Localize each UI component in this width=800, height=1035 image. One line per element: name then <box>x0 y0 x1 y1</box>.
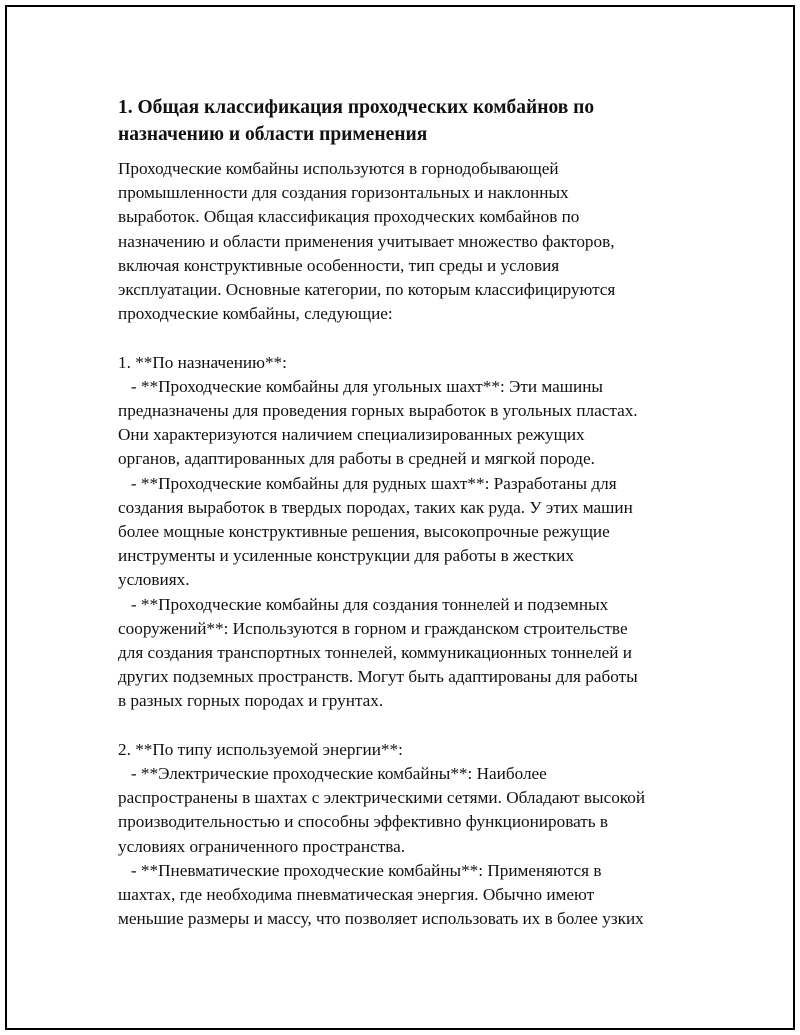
document-title <box>118 94 698 148</box>
text-line: 2. **По типу используемой энергии**: <box>118 739 403 759</box>
title-line: 1. Общая классификация проходческих комбайнов по <box>118 97 595 118</box>
text-line: эксплуатации. Основные категории, по которым классифицируются <box>118 280 616 300</box>
section-by-purpose <box>118 351 698 714</box>
text-line: - **Электрические проходческие комбайны**: Наиболее <box>118 764 547 784</box>
text-line: проходческие комбайны, следующие: <box>118 304 393 324</box>
text-line: промышленности для создания горизонтальных и наклонных <box>118 183 569 203</box>
text-line: включая конструктивные особенности, тип среды и условия <box>118 255 560 275</box>
text-line: более мощные конструктивные решения, высокопрочные режущие <box>118 522 610 542</box>
text-line: - **Проходческие комбайны для рудных шахт**: Разработаны для <box>118 473 617 493</box>
text-line: меньшие размеры и массу, что позволяет использовать их в более узких <box>118 909 644 929</box>
text-line: шахтах, где необходима пневматическая энергия. Обычно имеют <box>118 885 595 905</box>
text-line: назначению и области применения учитывает множество факторов, <box>118 231 615 251</box>
title-line: назначению и области применения <box>118 124 428 145</box>
text-line: выработок. Общая классификация проходческих комбайнов по <box>118 207 580 227</box>
text-line: Проходческие комбайны используются в горнодобывающей <box>118 159 559 178</box>
text-line: органов, адаптированных для работы в средней и мягкой породе. <box>118 449 595 469</box>
text-line: инструменты и усиленные конструкции для работы в жестких <box>118 546 574 566</box>
text-line: 1. **По назначению**: <box>118 352 287 372</box>
document-body <box>118 94 698 931</box>
text-line: в разных горных породах и грунтах. <box>118 691 384 711</box>
section-by-energy <box>118 738 698 932</box>
text-line: - **Пневматические проходческие комбайны**: Применяются в <box>118 860 602 880</box>
text-line: предназначены для проведения горных выработок в угольных пластах. <box>118 401 638 421</box>
intro-paragraph <box>118 157 698 326</box>
text-line: распространены в шахтах с электрическими сетями. Обладают высокой <box>118 788 646 808</box>
text-line: сооружений**: Используются в горном и гражданском строительстве <box>118 618 628 638</box>
text-line: создания выработок в твердых породах, таких как руда. У этих машин <box>118 497 633 517</box>
paragraph-gap <box>118 326 698 350</box>
text-line: Они характеризуются наличием специализированных режущих <box>118 425 585 445</box>
text-line: - **Проходческие комбайны для создания тоннелей и подземных <box>118 594 609 614</box>
text-line: других подземных пространств. Могут быть адаптированы для работы <box>118 667 638 687</box>
text-line: условиях. <box>118 570 190 590</box>
text-line: - **Проходческие комбайны для угольных шахт**: Эти машины <box>118 376 603 396</box>
paragraph-gap <box>118 714 698 738</box>
text-line: производительностью и способны эффективно функционировать в <box>118 812 609 832</box>
text-line: для создания транспортных тоннелей, коммуникационных тоннелей и <box>118 643 633 663</box>
text-line: условиях ограниченного пространства. <box>118 836 406 856</box>
